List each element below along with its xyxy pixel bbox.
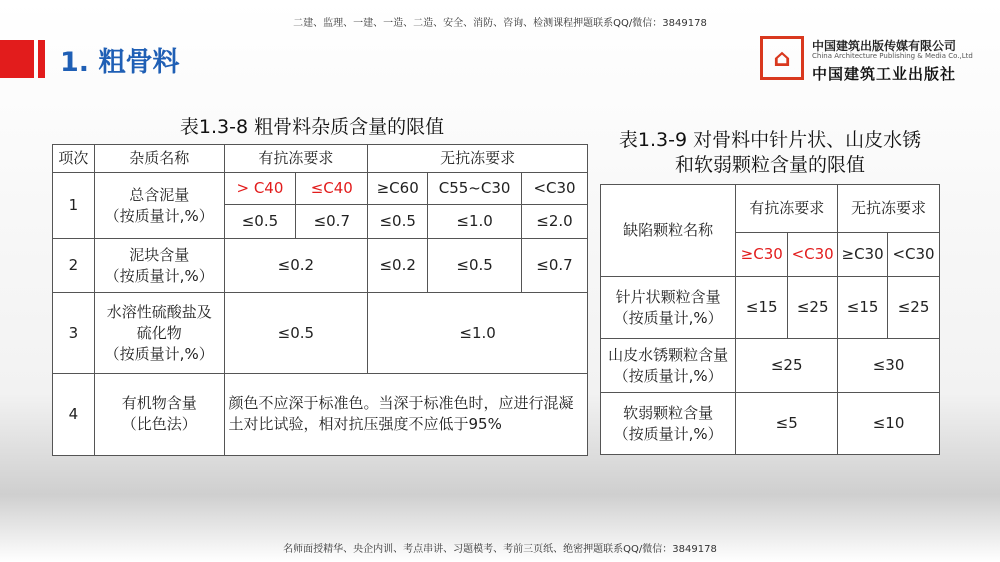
value-cell: ≤1.0 xyxy=(368,293,588,373)
row-needle-flake-name: 针片状颗粒含量 （按质量计,%） xyxy=(601,277,736,339)
row3-no: 3 xyxy=(53,293,95,373)
value-cell: ≤0.5 xyxy=(368,205,428,239)
footer-ad-text: 名师面授精华、央企内训、考点串讲、习题模考、考前三页纸、绝密押题联系QQ/微信：3849178 xyxy=(283,544,717,555)
value-cell: ≤30 xyxy=(838,339,940,393)
value-cell: ≤0.2 xyxy=(224,239,368,293)
value-cell: ≤0.7 xyxy=(522,239,588,293)
value-cell: ≤0.5 xyxy=(224,293,368,373)
row4-name: 有机物含量 （比色法） xyxy=(94,373,224,455)
value-cell: ≤25 xyxy=(888,277,940,339)
grade-cell: ≥C30 xyxy=(838,233,888,277)
header-impurity-name: 杂质名称 xyxy=(94,145,224,173)
publisher-script-name: 中国建筑工业出版社 xyxy=(812,65,957,83)
grade-cell: <C30 xyxy=(522,173,588,205)
row1-no: 1 xyxy=(53,173,95,239)
value-cell: ≤10 xyxy=(838,393,940,455)
value-cell: ≤0.2 xyxy=(368,239,428,293)
header-frost-required: 有抗冻要求 xyxy=(736,185,838,233)
row2-no: 2 xyxy=(53,239,95,293)
row3-name: 水溶性硫酸盐及 硫化物 （按质量计,%） xyxy=(94,293,224,373)
grade-cell: > C40 xyxy=(224,173,296,205)
table2-caption: 表1.3-9 对骨料中针片状、山皮水锈 和软弱颗粒含量的限值 xyxy=(618,129,922,176)
grade-cell: <C30 xyxy=(888,233,940,277)
coarse-aggregate-impurity-table xyxy=(52,144,588,456)
value-cell: ≤0.7 xyxy=(296,205,368,239)
value-cell: ≤0.5 xyxy=(428,239,522,293)
value-cell: ≤0.5 xyxy=(224,205,296,239)
grade-cell: ≥C60 xyxy=(368,173,428,205)
publisher-name-cn: 中国建筑出版传媒有限公司 xyxy=(812,39,957,53)
grade-cell: ≥C30 xyxy=(736,233,788,277)
slide-title: 1. 粗骨料 xyxy=(60,47,180,78)
value-cell: ≤1.0 xyxy=(428,205,522,239)
value-cell: ≤15 xyxy=(838,277,888,339)
row4-requirement-text: 颜色不应深于标准色。当深于标准色时，应进行混凝土对比试验，相对抗压强度不应低于95% xyxy=(224,373,587,455)
title-accent-bar xyxy=(0,40,34,78)
header-no-frost: 无抗冻要求 xyxy=(838,185,940,233)
table1-caption: 表1.3-8 粗骨料杂质含量的限值 xyxy=(179,116,445,138)
title-accent-stripe xyxy=(38,40,45,78)
publisher-logo-icon: ⌂ xyxy=(760,36,804,80)
value-cell: ≤15 xyxy=(736,277,788,339)
row2-name: 泥块含量 （按质量计,%） xyxy=(94,239,224,293)
header-no-frost: 无抗冻要求 xyxy=(368,145,588,173)
header-item-no: 项次 xyxy=(53,145,95,173)
value-cell: ≤5 xyxy=(736,393,838,455)
value-cell: ≤25 xyxy=(736,339,838,393)
defect-particle-limit-table xyxy=(600,184,940,455)
grade-cell: C55~C30 xyxy=(428,173,522,205)
row-rust-stained-name: 山皮水锈颗粒含量 （按质量计,%） xyxy=(601,339,736,393)
header-defect-name: 缺陷颗粒名称 xyxy=(601,185,736,277)
grade-cell: <C30 xyxy=(788,233,838,277)
publisher-name-en: China Architecture Publishing & Media Co.,Ltd xyxy=(812,52,973,60)
row-weak-particle-name: 软弱颗粒含量 （按质量计,%） xyxy=(601,393,736,455)
row1-name: 总含泥量 （按质量计,%） xyxy=(94,173,224,239)
row4-no: 4 xyxy=(53,373,95,455)
value-cell: ≤25 xyxy=(788,277,838,339)
header-ad-text: 二建、监理、一建、一造、二造、安全、消防、咨询、检测课程押题联系QQ/微信：3849178 xyxy=(293,18,707,29)
header-frost-required: 有抗冻要求 xyxy=(224,145,368,173)
value-cell: ≤2.0 xyxy=(522,205,588,239)
grade-cell: ≤C40 xyxy=(296,173,368,205)
